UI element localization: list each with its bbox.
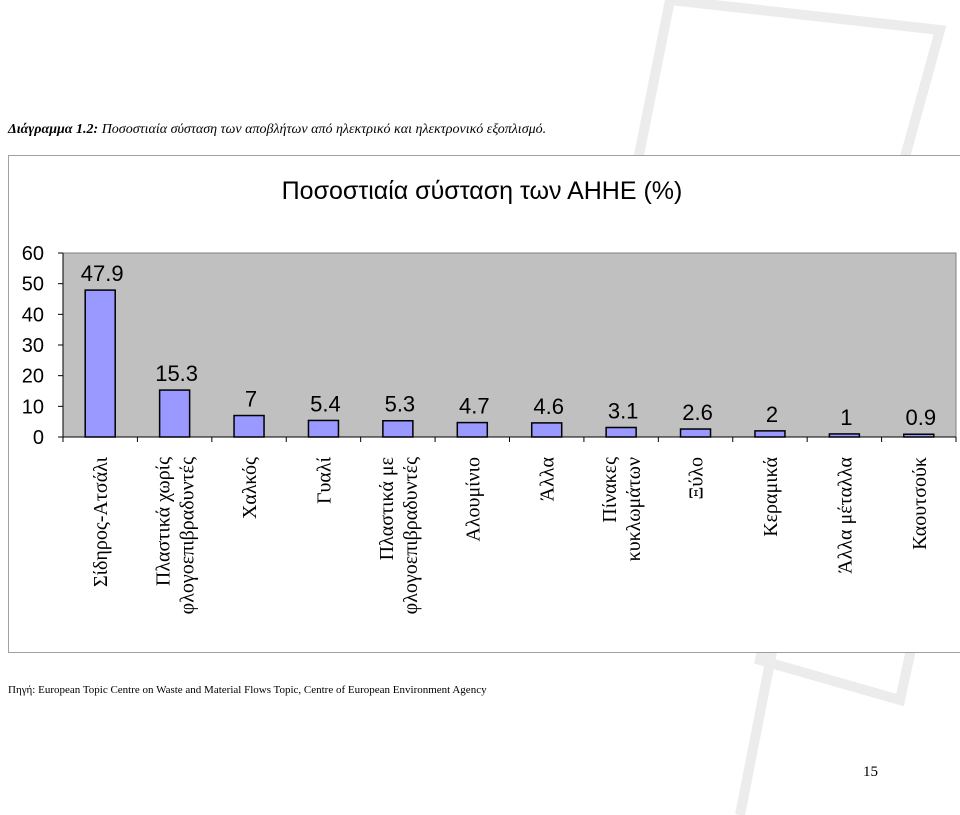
x-tick-label: Σίδηρος-Ατσάλι (90, 457, 113, 588)
bar (85, 290, 115, 437)
x-tick-label: Γυαλί (313, 457, 336, 505)
page-number: 15 (863, 764, 878, 780)
x-tick-label: Χαλκός (239, 457, 262, 520)
x-tick-label: Πλαστικά με (375, 457, 398, 561)
data-label: 15.3 (155, 361, 199, 387)
data-label: 47.9 (80, 261, 124, 287)
plot-area (63, 253, 956, 437)
y-tick-label: 20 (21, 365, 44, 388)
bar (160, 390, 190, 437)
source-note: Πηγή: European Topic Centre on Waste and Material Flows Topic, Centre of European Environment Agency (8, 684, 487, 696)
y-tick-label: 10 (21, 396, 44, 419)
bar (234, 416, 264, 437)
y-tick-label: 0 (32, 427, 44, 449)
data-label: 7 (244, 386, 258, 412)
x-tick-label: Ξύλο (685, 457, 708, 500)
bar (457, 423, 487, 437)
bar (681, 429, 711, 437)
bar (904, 434, 934, 437)
bar (532, 423, 562, 437)
chart-title: Ποσοστιαία σύσταση των ΑΗΗΕ (%) (281, 177, 683, 205)
data-label: 5.3 (384, 391, 416, 417)
x-tick-label: Άλλα μέταλλα (834, 457, 857, 574)
bar (755, 431, 785, 437)
data-label: 4.7 (458, 393, 490, 419)
x-tick-label: φλογοεπιβραδυντές (176, 457, 199, 615)
x-tick-label: κυκλωμάτων (623, 457, 646, 562)
bar (383, 421, 413, 437)
bar (829, 434, 859, 437)
caption-text: Ποσοστιαία σύσταση των αποβλήτων από ηλεκτρικό και ηλεκτρονικό εξοπλισμό. (98, 122, 547, 137)
data-label: 4.6 (533, 393, 565, 419)
x-tick-label: φλογοεπιβραδυντές (399, 457, 422, 615)
data-label: 2.6 (682, 400, 713, 426)
data-label: 2 (765, 401, 779, 427)
y-tick-label: 30 (21, 335, 44, 357)
y-tick-label: 40 (21, 304, 44, 327)
x-tick-label: Πλαστικά χωρίς (152, 457, 175, 587)
data-label: 0.9 (905, 405, 937, 431)
data-label: 5.4 (310, 391, 341, 417)
bar (308, 420, 338, 437)
y-tick-label: 60 (21, 243, 44, 265)
x-tick-label: Πίνακες (599, 457, 622, 523)
x-tick-label: Κεραμικά (759, 457, 782, 537)
data-label: 3.1 (607, 398, 639, 424)
x-tick-label: Αλουμίνιο (462, 456, 485, 542)
bar (606, 427, 636, 437)
caption-label: Διάγραμμα 1.2: (8, 122, 99, 137)
data-label: 1 (840, 404, 853, 430)
y-tick-label: 50 (21, 273, 44, 296)
x-tick-label: Καουτσούκ (908, 457, 931, 550)
x-tick-label: Άλλα (536, 457, 559, 502)
